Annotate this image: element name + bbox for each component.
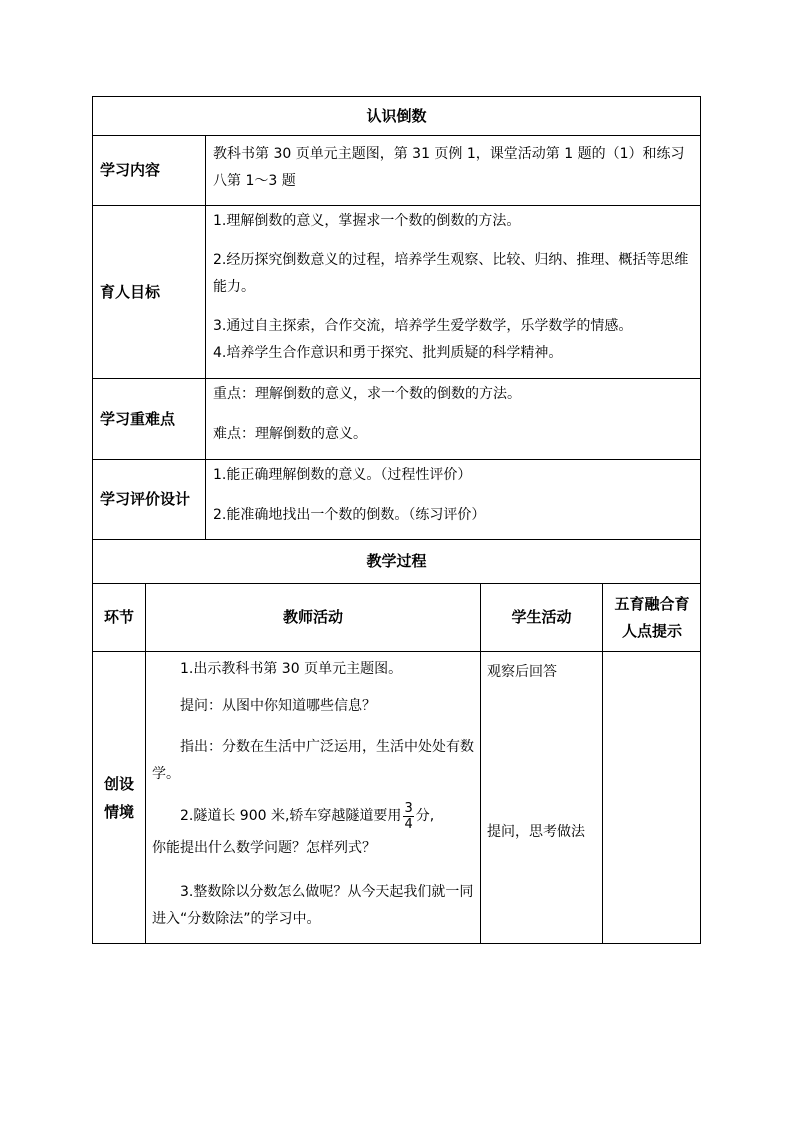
- teacher-activity-cell: [152, 652, 474, 943]
- goal-item: 1.理解倒数的意义，掌握求一个数的倒数的方法。: [213, 213, 521, 229]
- notes-cell: [610, 652, 694, 943]
- stage-label: 创设情境: [103, 774, 134, 821]
- evaluation-item: 2.能准确地找出一个数的倒数。（练习评价）: [213, 507, 486, 523]
- student-activity: 提问，思考做法: [487, 824, 585, 840]
- goal-item: 2.经历探究倒数意义的过程，培养学生观察、比较、归纳、推理、概括等思维能力。: [213, 252, 689, 295]
- evaluation-label-cell: [100, 460, 204, 539]
- keypoints-label: 学习重难点: [100, 409, 176, 428]
- col-header-notes: 五育融合育人点提示: [614, 594, 690, 640]
- stage-cell: [100, 652, 138, 943]
- content-label: 学习内容: [100, 161, 161, 179]
- content-text-cell: [213, 141, 696, 195]
- process-title-text: 教学过程: [366, 552, 427, 570]
- col-header-student: 学生活动: [511, 608, 572, 626]
- fraction-denominator: 4: [404, 816, 413, 832]
- student-activity-cell: [487, 652, 599, 943]
- col-header-teacher: 教师活动: [282, 608, 343, 626]
- page-title: [93, 97, 700, 135]
- teacher-paragraph: 3.整数除以分数怎么做呢？从今天起我们就一同进入“分数除法”的学习中。: [152, 884, 474, 927]
- teacher-paragraph-fraction: 2.隧道长 900 米,轿车穿越隧道要用 $\frac{3}{4}$ 分, 你能提出什么数学问题？怎样列式？: [152, 800, 435, 856]
- student-activity: 观察后回答: [487, 664, 557, 680]
- evaluation-item: 1.能正确理解倒数的意义。（过程性评价）: [213, 467, 472, 483]
- col-header-stage: 环节: [103, 608, 134, 626]
- keypoint-item: 难点：理解倒数的意义。: [213, 426, 367, 442]
- evaluation-text-cell: [213, 460, 696, 539]
- keypoints-text-cell: [213, 379, 696, 459]
- title-text: 认识倒数: [366, 106, 427, 125]
- content-text: 教科书第 30 页单元主题图，第 31 页例 1，课堂活动第 1 题的（1）和练习八第 1～3 题: [213, 146, 685, 189]
- keypoints-label-cell: [100, 379, 204, 459]
- process-title: [93, 540, 700, 583]
- goals-label-cell: [100, 206, 204, 378]
- keypoint-item: 重点：理解倒数的意义，求一个数的倒数的方法。: [213, 386, 521, 402]
- content-label-cell: [100, 136, 204, 205]
- goals-text-cell: [213, 206, 696, 378]
- teacher-paragraph: 指出：分数在生活中广泛运用，生活中处处有数学。: [152, 739, 474, 782]
- fraction-numerator: 3: [404, 800, 413, 816]
- fraction: [403, 801, 413, 832]
- evaluation-label: 学习评价设计: [100, 490, 191, 508]
- goal-item: 3.通过自主探索，合作交流，培养学生爱学数学，乐学数学的情感。: [213, 318, 633, 334]
- teacher-paragraph: 提问：从图中你知道哪些信息？: [180, 698, 376, 714]
- goals-label: 育人目标: [100, 282, 161, 301]
- goal-item: 4.培养学生合作意识和勇于探究、批判质疑的科学精神。: [213, 345, 563, 361]
- teacher-paragraph: 1.出示教科书第 30 页单元主题图。: [180, 661, 403, 677]
